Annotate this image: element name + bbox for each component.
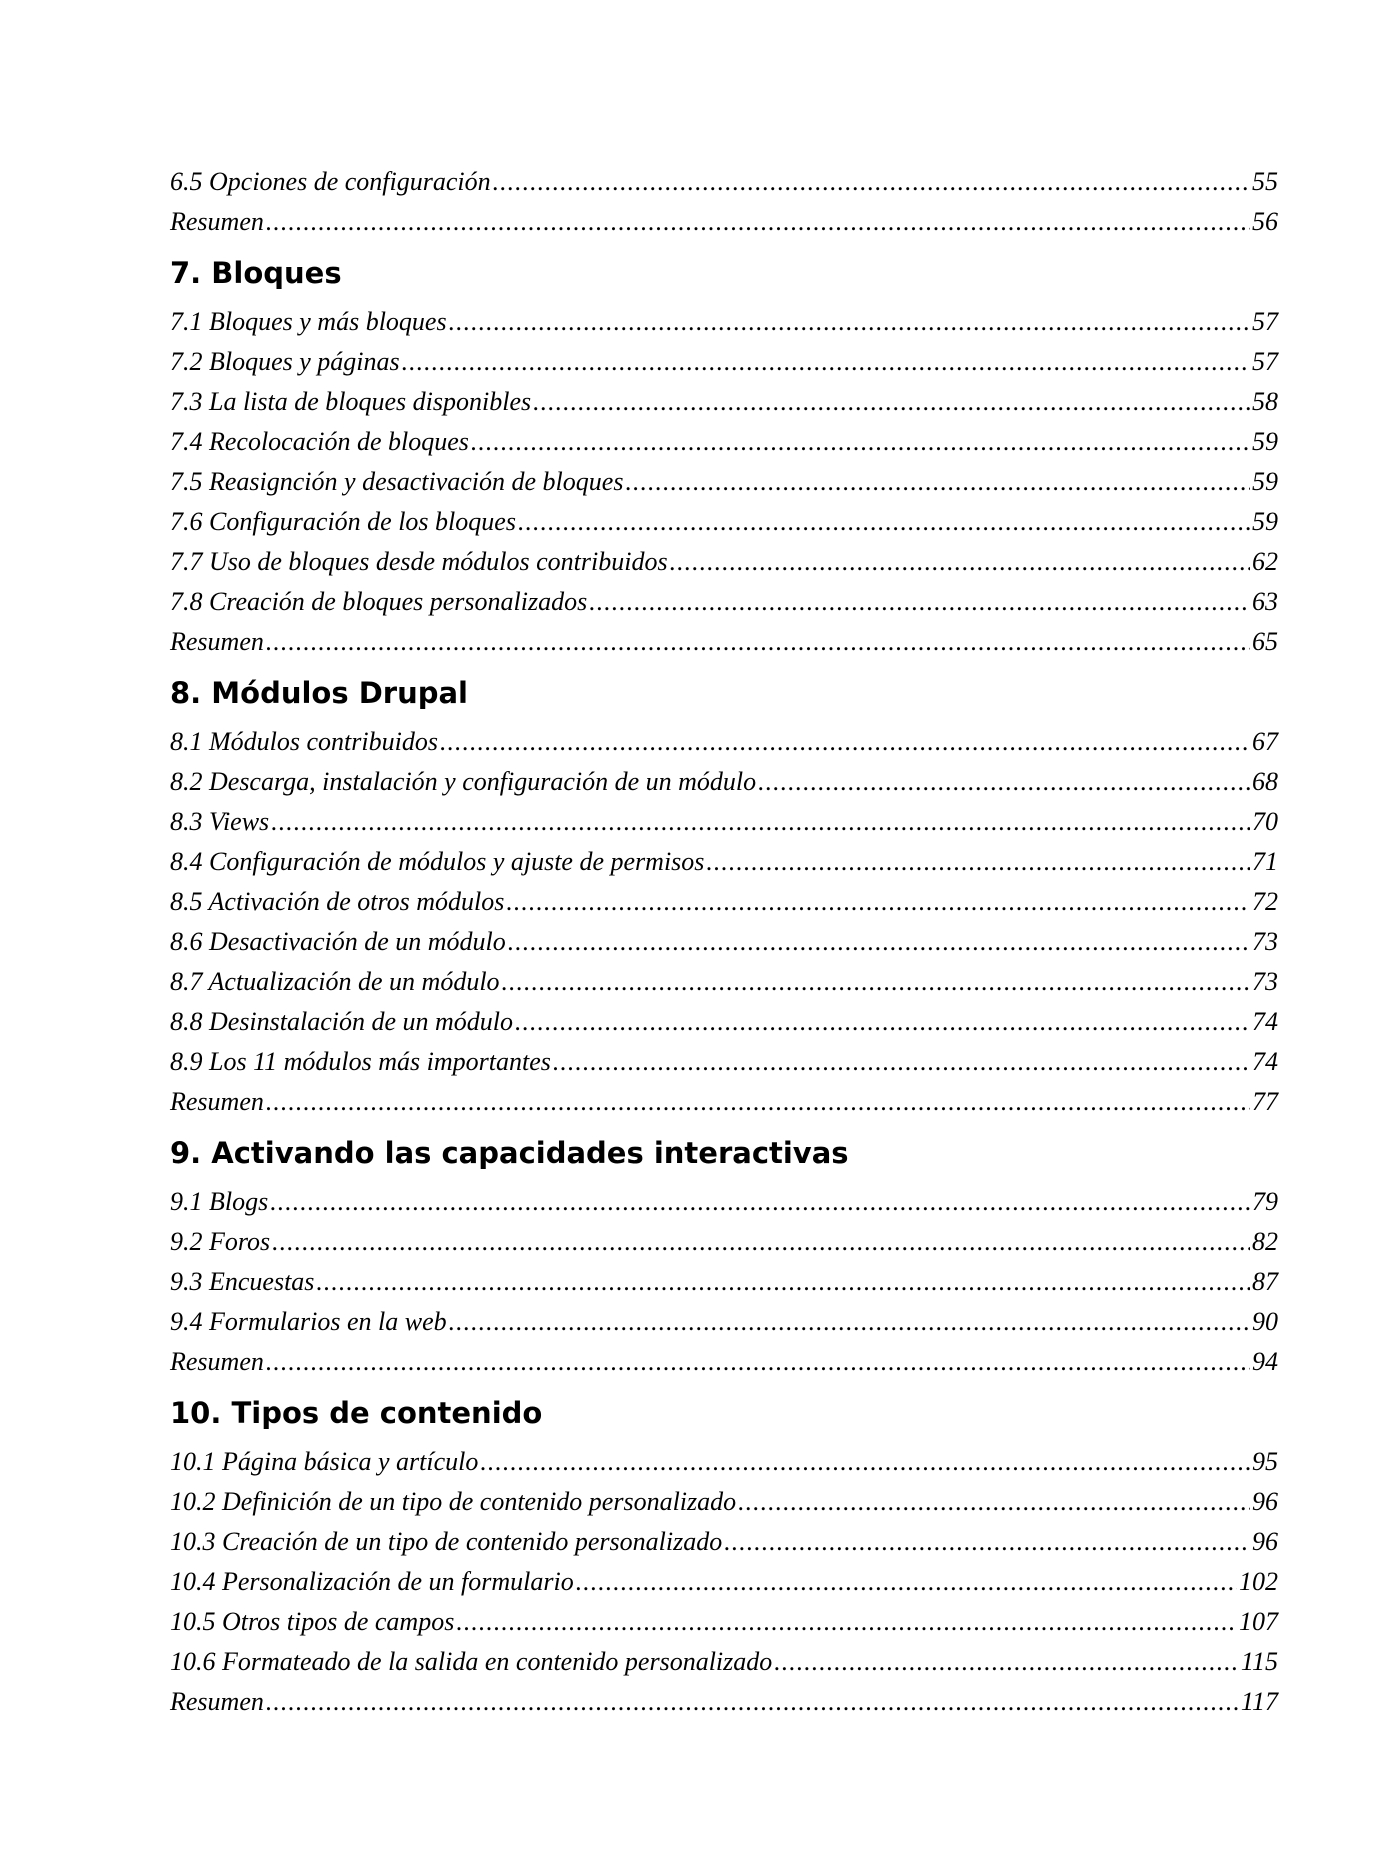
toc-entry-page-number: 96 bbox=[1252, 1487, 1278, 1516]
toc-entry-page-number: 59 bbox=[1252, 467, 1278, 496]
toc-entry-title: 10.5 Otros tipos de campos bbox=[170, 1607, 455, 1636]
toc-entry[interactable] bbox=[170, 422, 1278, 462]
dot-leader bbox=[266, 1082, 1250, 1122]
dot-leader bbox=[471, 422, 1250, 462]
toc-entry-page-number: 74 bbox=[1252, 1007, 1278, 1036]
toc-entry[interactable] bbox=[170, 882, 1278, 922]
toc-entry[interactable] bbox=[170, 842, 1278, 882]
dot-leader bbox=[774, 1642, 1239, 1682]
toc-entry-title: Resumen bbox=[170, 1347, 264, 1376]
toc-entry-title: 8.9 Los 11 módulos más importantes bbox=[170, 1047, 551, 1076]
toc-entry[interactable] bbox=[170, 1342, 1278, 1382]
toc-entry[interactable] bbox=[170, 1222, 1278, 1262]
toc-entry[interactable] bbox=[170, 582, 1278, 622]
toc-entry-title: 9.2 Foros bbox=[170, 1227, 271, 1256]
toc-entry-title: 7.1 Bloques y más bloques bbox=[170, 307, 447, 336]
toc-entry-title: Resumen bbox=[170, 627, 264, 656]
toc-entry[interactable] bbox=[170, 302, 1278, 342]
dot-leader bbox=[480, 1442, 1250, 1482]
dot-leader bbox=[533, 382, 1250, 422]
toc-entry[interactable] bbox=[170, 622, 1278, 662]
toc-entry-page-number: 57 bbox=[1252, 347, 1278, 376]
toc-entry-page-number: 74 bbox=[1252, 1047, 1278, 1076]
chapter-heading: 7. Bloques bbox=[170, 256, 342, 290]
toc-entry-page-number: 59 bbox=[1252, 507, 1278, 536]
toc-entry[interactable] bbox=[170, 1182, 1278, 1222]
toc-entry[interactable] bbox=[170, 1602, 1278, 1642]
dot-leader bbox=[440, 722, 1250, 762]
toc-entry-title: 7.3 La lista de bloques disponibles bbox=[170, 387, 532, 416]
toc-entry-page-number: 102 bbox=[1239, 1567, 1278, 1596]
toc-entry-title: Resumen bbox=[170, 1087, 264, 1116]
toc-entry[interactable] bbox=[170, 1082, 1278, 1122]
toc-section bbox=[170, 242, 1278, 662]
toc-entry-title: 7.5 Reasignción y desactivación de bloques bbox=[170, 467, 624, 496]
toc-entry-page-number: 68 bbox=[1252, 767, 1278, 796]
toc-entry[interactable] bbox=[170, 1302, 1278, 1342]
dot-leader bbox=[272, 1222, 1250, 1262]
toc-entry-title: 10.3 Creación de un tipo de contenido personalizado bbox=[170, 1527, 723, 1556]
toc-entry-page-number: 82 bbox=[1252, 1227, 1278, 1256]
toc-entry-title: 8.7 Actualización de un módulo bbox=[170, 967, 500, 996]
toc-entry[interactable] bbox=[170, 202, 1278, 242]
dot-leader bbox=[506, 882, 1250, 922]
chapter-heading: 8. Módulos Drupal bbox=[170, 676, 468, 710]
dot-leader bbox=[266, 202, 1250, 242]
table-of-contents bbox=[170, 162, 1278, 1722]
toc-entry-page-number: 90 bbox=[1252, 1307, 1278, 1336]
toc-entry[interactable] bbox=[170, 1642, 1278, 1682]
toc-entry-page-number: 77 bbox=[1252, 1087, 1278, 1116]
toc-entry-title: 8.6 Desactivación de un módulo bbox=[170, 927, 506, 956]
dot-leader bbox=[493, 162, 1250, 202]
dot-leader bbox=[589, 582, 1250, 622]
toc-entry-page-number: 62 bbox=[1252, 547, 1278, 576]
toc-entry-title: 8.5 Activación de otros módulos bbox=[170, 887, 505, 916]
toc-entry[interactable] bbox=[170, 162, 1278, 202]
toc-entry-page-number: 115 bbox=[1240, 1647, 1278, 1676]
toc-entry-page-number: 87 bbox=[1252, 1267, 1278, 1296]
chapter-heading: 10. Tipos de contenido bbox=[170, 1396, 543, 1430]
toc-entry[interactable] bbox=[170, 542, 1278, 582]
toc-entry-title: 8.2 Descarga, instalación y configuración de un módulo bbox=[170, 767, 757, 796]
toc-entry-title: 9.4 Formularios en la web bbox=[170, 1307, 447, 1336]
toc-entry[interactable] bbox=[170, 1442, 1278, 1482]
dot-leader bbox=[758, 762, 1250, 802]
dot-leader bbox=[449, 302, 1250, 342]
dot-leader bbox=[706, 842, 1250, 882]
toc-entry-title: 8.1 Módulos contribuidos bbox=[170, 727, 438, 756]
dot-leader bbox=[738, 1482, 1250, 1522]
dot-leader bbox=[670, 542, 1250, 582]
dot-leader bbox=[402, 342, 1250, 382]
toc-entry-title: 7.6 Configuración de los bloques bbox=[170, 507, 516, 536]
dot-leader bbox=[625, 462, 1250, 502]
toc-entry-title: 10.1 Página básica y artículo bbox=[170, 1447, 479, 1476]
toc-entry-page-number: 65 bbox=[1252, 627, 1278, 656]
toc-entry[interactable] bbox=[170, 1002, 1278, 1042]
dot-leader bbox=[508, 922, 1250, 962]
toc-entry-title: 10.6 Formateado de la salida en contenido personalizado bbox=[170, 1647, 773, 1676]
dot-leader bbox=[266, 1682, 1239, 1722]
toc-entry-title: 8.4 Configuración de módulos y ajuste de permisos bbox=[170, 847, 705, 876]
dot-leader bbox=[576, 1562, 1237, 1602]
dot-leader bbox=[266, 622, 1250, 662]
toc-entry-title: 8.8 Desinstalación de un módulo bbox=[170, 1007, 514, 1036]
dot-leader bbox=[271, 802, 1250, 842]
toc-entry-title: 7.4 Recolocación de bloques bbox=[170, 427, 469, 456]
toc-entry-title: 9.3 Encuestas bbox=[170, 1267, 315, 1296]
toc-entry-page-number: 59 bbox=[1252, 427, 1278, 456]
toc-entry[interactable] bbox=[170, 802, 1278, 842]
toc-entry-title: 7.8 Creación de bloques personalizados bbox=[170, 587, 588, 616]
toc-entry-title: Resumen bbox=[170, 1687, 264, 1716]
toc-entry-page-number: 73 bbox=[1252, 967, 1278, 996]
toc-entry[interactable] bbox=[170, 382, 1278, 422]
toc-entry-page-number: 70 bbox=[1252, 807, 1278, 836]
toc-entry[interactable] bbox=[170, 1482, 1278, 1522]
toc-entry-page-number: 58 bbox=[1252, 387, 1278, 416]
toc-entry[interactable] bbox=[170, 762, 1278, 802]
toc-entry-page-number: 72 bbox=[1252, 887, 1278, 916]
toc-entry[interactable] bbox=[170, 1522, 1278, 1562]
toc-entry-title: Resumen bbox=[170, 207, 264, 236]
toc-entry-page-number: 55 bbox=[1252, 167, 1278, 196]
toc-entry-page-number: 79 bbox=[1252, 1187, 1278, 1216]
toc-entry[interactable] bbox=[170, 462, 1278, 502]
toc-entry[interactable] bbox=[170, 502, 1278, 542]
toc-entry-title: 9.1 Blogs bbox=[170, 1187, 269, 1216]
dot-leader bbox=[266, 1342, 1250, 1382]
toc-entry-page-number: 63 bbox=[1252, 587, 1278, 616]
toc-entry-page-number: 71 bbox=[1252, 847, 1278, 876]
toc-entry-title: 7.7 Uso de bloques desde módulos contribuidos bbox=[170, 547, 668, 576]
chapter-heading: 9. Activando las capacidades interactivas bbox=[170, 1136, 849, 1170]
toc-section bbox=[170, 1122, 1278, 1382]
dot-leader bbox=[518, 502, 1250, 542]
toc-entry-page-number: 117 bbox=[1240, 1687, 1278, 1716]
toc-entry[interactable] bbox=[170, 1682, 1278, 1722]
dot-leader bbox=[456, 1602, 1237, 1642]
toc-entry-page-number: 96 bbox=[1252, 1527, 1278, 1556]
toc-section bbox=[170, 1382, 1278, 1722]
toc-entry-page-number: 95 bbox=[1252, 1447, 1278, 1476]
dot-leader bbox=[449, 1302, 1250, 1342]
dot-leader bbox=[515, 1002, 1250, 1042]
toc-entry-page-number: 107 bbox=[1239, 1607, 1278, 1636]
toc-entry-title: 10.4 Personalización de un formulario bbox=[170, 1567, 574, 1596]
toc-entry-page-number: 67 bbox=[1252, 727, 1278, 756]
toc-entry-title: 10.2 Definición de un tipo de contenido personalizado bbox=[170, 1487, 737, 1516]
toc-entry[interactable] bbox=[170, 1042, 1278, 1082]
toc-entry-title: 8.3 Views bbox=[170, 807, 270, 836]
toc-entry[interactable] bbox=[170, 922, 1278, 962]
toc-entry-page-number: 94 bbox=[1252, 1347, 1278, 1376]
dot-leader bbox=[502, 962, 1250, 1002]
toc-entry[interactable] bbox=[170, 1262, 1278, 1302]
dot-leader bbox=[316, 1262, 1250, 1302]
toc-entry[interactable] bbox=[170, 962, 1278, 1002]
toc-entry-title: 6.5 Opciones de configuración bbox=[170, 167, 491, 196]
toc-entry[interactable] bbox=[170, 722, 1278, 762]
toc-entry-page-number: 57 bbox=[1252, 307, 1278, 336]
dot-leader bbox=[553, 1042, 1250, 1082]
toc-entry-title: 7.2 Bloques y páginas bbox=[170, 347, 400, 376]
toc-section bbox=[170, 162, 1278, 242]
toc-entry-page-number: 73 bbox=[1252, 927, 1278, 956]
toc-section bbox=[170, 662, 1278, 1122]
dot-leader bbox=[724, 1522, 1250, 1562]
toc-entry[interactable] bbox=[170, 1562, 1278, 1602]
toc-entry[interactable] bbox=[170, 342, 1278, 382]
dot-leader bbox=[270, 1182, 1250, 1222]
toc-entry-page-number: 56 bbox=[1252, 207, 1278, 236]
